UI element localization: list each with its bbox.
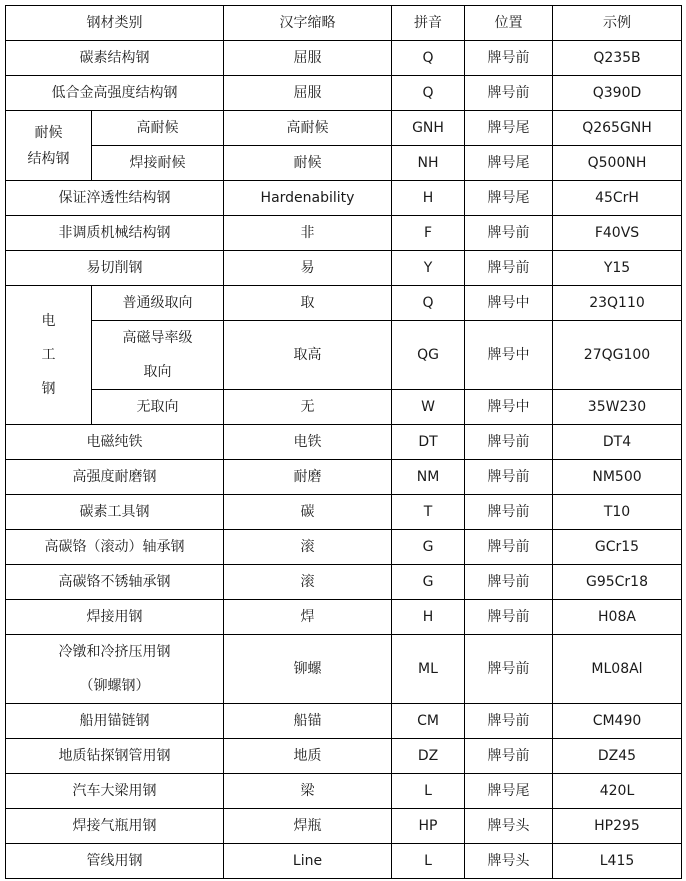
table-row bbox=[6, 635, 682, 704]
category-cell: 非调质机械结构钢 bbox=[6, 216, 224, 251]
abbr-cell: 铆螺 bbox=[224, 635, 392, 704]
pinyin-cell: DT bbox=[392, 425, 465, 460]
position-cell: 牌号中 bbox=[465, 286, 553, 321]
pinyin-cell: CM bbox=[392, 704, 465, 739]
header-example: 示例 bbox=[553, 6, 682, 41]
position-cell: 牌号前 bbox=[465, 704, 553, 739]
example-cell: F40VS bbox=[553, 216, 682, 251]
example-cell: H08A bbox=[553, 600, 682, 635]
pinyin-cell: Q bbox=[392, 286, 465, 321]
abbr-cell: 高耐候 bbox=[224, 111, 392, 146]
position-cell: 牌号前 bbox=[465, 41, 553, 76]
example-cell: 35W230 bbox=[553, 390, 682, 425]
table-row bbox=[6, 146, 682, 181]
position-cell: 牌号前 bbox=[465, 600, 553, 635]
table-row bbox=[6, 774, 682, 809]
category-cell: 碳素结构钢 bbox=[6, 41, 224, 76]
subcategory-cell: 高磁导率级 取向 bbox=[92, 321, 224, 390]
pinyin-cell: QG bbox=[392, 321, 465, 390]
abbr-cell: 焊 bbox=[224, 600, 392, 635]
table-row bbox=[6, 704, 682, 739]
group-cell-weathering: 耐候 结构钢 bbox=[6, 111, 92, 181]
pinyin-cell: NH bbox=[392, 146, 465, 181]
abbr-cell: 取 bbox=[224, 286, 392, 321]
abbr-cell: 碳 bbox=[224, 495, 392, 530]
abbr-cell: 易 bbox=[224, 251, 392, 286]
subcategory-cell: 焊接耐候 bbox=[92, 146, 224, 181]
abbr-cell: 电铁 bbox=[224, 425, 392, 460]
header-pinyin: 拼音 bbox=[392, 6, 465, 41]
pinyin-cell: W bbox=[392, 390, 465, 425]
example-cell: L415 bbox=[553, 844, 682, 879]
table-row bbox=[6, 181, 682, 216]
abbr-cell: 滚 bbox=[224, 530, 392, 565]
category-cell: 管线用钢 bbox=[6, 844, 224, 879]
example-cell: 23Q110 bbox=[553, 286, 682, 321]
table-row bbox=[6, 460, 682, 495]
category-cell: 焊接用钢 bbox=[6, 600, 224, 635]
subcategory-cell: 高耐候 bbox=[92, 111, 224, 146]
category-cell: 高碳铬（滚动）轴承钢 bbox=[6, 530, 224, 565]
table-row bbox=[6, 844, 682, 879]
position-cell: 牌号中 bbox=[465, 321, 553, 390]
table-row bbox=[6, 321, 682, 390]
pinyin-cell: ML bbox=[392, 635, 465, 704]
table-row bbox=[6, 76, 682, 111]
abbr-cell: 耐磨 bbox=[224, 460, 392, 495]
abbr-cell: 地质 bbox=[224, 739, 392, 774]
table-row bbox=[6, 739, 682, 774]
table-row bbox=[6, 251, 682, 286]
abbr-cell: 船锚 bbox=[224, 704, 392, 739]
table-row bbox=[6, 809, 682, 844]
category-cell: 汽车大梁用钢 bbox=[6, 774, 224, 809]
position-cell: 牌号前 bbox=[465, 76, 553, 111]
example-cell: HP295 bbox=[553, 809, 682, 844]
table-row bbox=[6, 111, 682, 146]
position-cell: 牌号前 bbox=[465, 565, 553, 600]
example-cell: NM500 bbox=[553, 460, 682, 495]
abbr-cell: 滚 bbox=[224, 565, 392, 600]
table-row bbox=[6, 530, 682, 565]
position-cell: 牌号尾 bbox=[465, 181, 553, 216]
header-category: 钢材类别 bbox=[6, 6, 224, 41]
example-cell: DT4 bbox=[553, 425, 682, 460]
category-cell: 碳素工具钢 bbox=[6, 495, 224, 530]
category-cell: 电磁纯铁 bbox=[6, 425, 224, 460]
example-cell: 27QG100 bbox=[553, 321, 682, 390]
category-cell: 冷镦和冷挤压用钢 （铆螺钢） bbox=[6, 635, 224, 704]
position-cell: 牌号前 bbox=[465, 251, 553, 286]
pinyin-cell: HP bbox=[392, 809, 465, 844]
position-cell: 牌号中 bbox=[465, 390, 553, 425]
example-cell: GCr15 bbox=[553, 530, 682, 565]
pinyin-cell: T bbox=[392, 495, 465, 530]
table-row bbox=[6, 390, 682, 425]
example-cell: ML08Al bbox=[553, 635, 682, 704]
position-cell: 牌号前 bbox=[465, 739, 553, 774]
subcategory-cell: 普通级取向 bbox=[92, 286, 224, 321]
abbr-cell: Line bbox=[224, 844, 392, 879]
table-row bbox=[6, 216, 682, 251]
position-cell: 牌号尾 bbox=[465, 774, 553, 809]
pinyin-cell: G bbox=[392, 565, 465, 600]
abbr-cell: 焊瓶 bbox=[224, 809, 392, 844]
header-position: 位置 bbox=[465, 6, 553, 41]
category-cell: 易切削钢 bbox=[6, 251, 224, 286]
example-cell: Q235B bbox=[553, 41, 682, 76]
pinyin-cell: DZ bbox=[392, 739, 465, 774]
example-cell: CM490 bbox=[553, 704, 682, 739]
group-cell-electrical: 电 工 钢 bbox=[6, 286, 92, 425]
abbr-cell: 非 bbox=[224, 216, 392, 251]
abbr-cell: 屈服 bbox=[224, 41, 392, 76]
table-row bbox=[6, 41, 682, 76]
category-cell: 船用锚链钢 bbox=[6, 704, 224, 739]
pinyin-cell: F bbox=[392, 216, 465, 251]
category-cell: 焊接气瓶用钢 bbox=[6, 809, 224, 844]
steel-designation-table bbox=[5, 5, 682, 879]
pinyin-cell: Q bbox=[392, 41, 465, 76]
example-cell: G95Cr18 bbox=[553, 565, 682, 600]
example-cell: T10 bbox=[553, 495, 682, 530]
example-cell: Q500NH bbox=[553, 146, 682, 181]
table-row bbox=[6, 600, 682, 635]
table-row bbox=[6, 425, 682, 460]
pinyin-cell: G bbox=[392, 530, 465, 565]
abbr-cell: 取高 bbox=[224, 321, 392, 390]
position-cell: 牌号头 bbox=[465, 809, 553, 844]
abbr-cell: Hardenability bbox=[224, 181, 392, 216]
abbr-cell: 屈服 bbox=[224, 76, 392, 111]
table-row bbox=[6, 565, 682, 600]
pinyin-cell: Y bbox=[392, 251, 465, 286]
header-abbr: 汉字缩略 bbox=[224, 6, 392, 41]
example-cell: Y15 bbox=[553, 251, 682, 286]
pinyin-cell: H bbox=[392, 181, 465, 216]
table-row bbox=[6, 286, 682, 321]
position-cell: 牌号前 bbox=[465, 635, 553, 704]
example-cell: 45CrH bbox=[553, 181, 682, 216]
pinyin-cell: Q bbox=[392, 76, 465, 111]
abbr-cell: 耐候 bbox=[224, 146, 392, 181]
position-cell: 牌号前 bbox=[465, 216, 553, 251]
position-cell: 牌号前 bbox=[465, 530, 553, 565]
position-cell: 牌号头 bbox=[465, 844, 553, 879]
pinyin-cell: GNH bbox=[392, 111, 465, 146]
abbr-cell: 梁 bbox=[224, 774, 392, 809]
category-cell: 高碳铬不锈轴承钢 bbox=[6, 565, 224, 600]
position-cell: 牌号尾 bbox=[465, 146, 553, 181]
table-row bbox=[6, 495, 682, 530]
example-cell: DZ45 bbox=[553, 739, 682, 774]
category-cell: 保证淬透性结构钢 bbox=[6, 181, 224, 216]
category-cell: 低合金高强度结构钢 bbox=[6, 76, 224, 111]
category-cell: 地质钻探钢管用钢 bbox=[6, 739, 224, 774]
header-row bbox=[6, 6, 682, 41]
pinyin-cell: NM bbox=[392, 460, 465, 495]
example-cell: Q390D bbox=[553, 76, 682, 111]
position-cell: 牌号尾 bbox=[465, 111, 553, 146]
position-cell: 牌号前 bbox=[465, 425, 553, 460]
position-cell: 牌号前 bbox=[465, 460, 553, 495]
pinyin-cell: L bbox=[392, 774, 465, 809]
abbr-cell: 无 bbox=[224, 390, 392, 425]
subcategory-cell: 无取向 bbox=[92, 390, 224, 425]
position-cell: 牌号前 bbox=[465, 495, 553, 530]
example-cell: Q265GNH bbox=[553, 111, 682, 146]
pinyin-cell: H bbox=[392, 600, 465, 635]
pinyin-cell: L bbox=[392, 844, 465, 879]
category-cell: 高强度耐磨钢 bbox=[6, 460, 224, 495]
example-cell: 420L bbox=[553, 774, 682, 809]
